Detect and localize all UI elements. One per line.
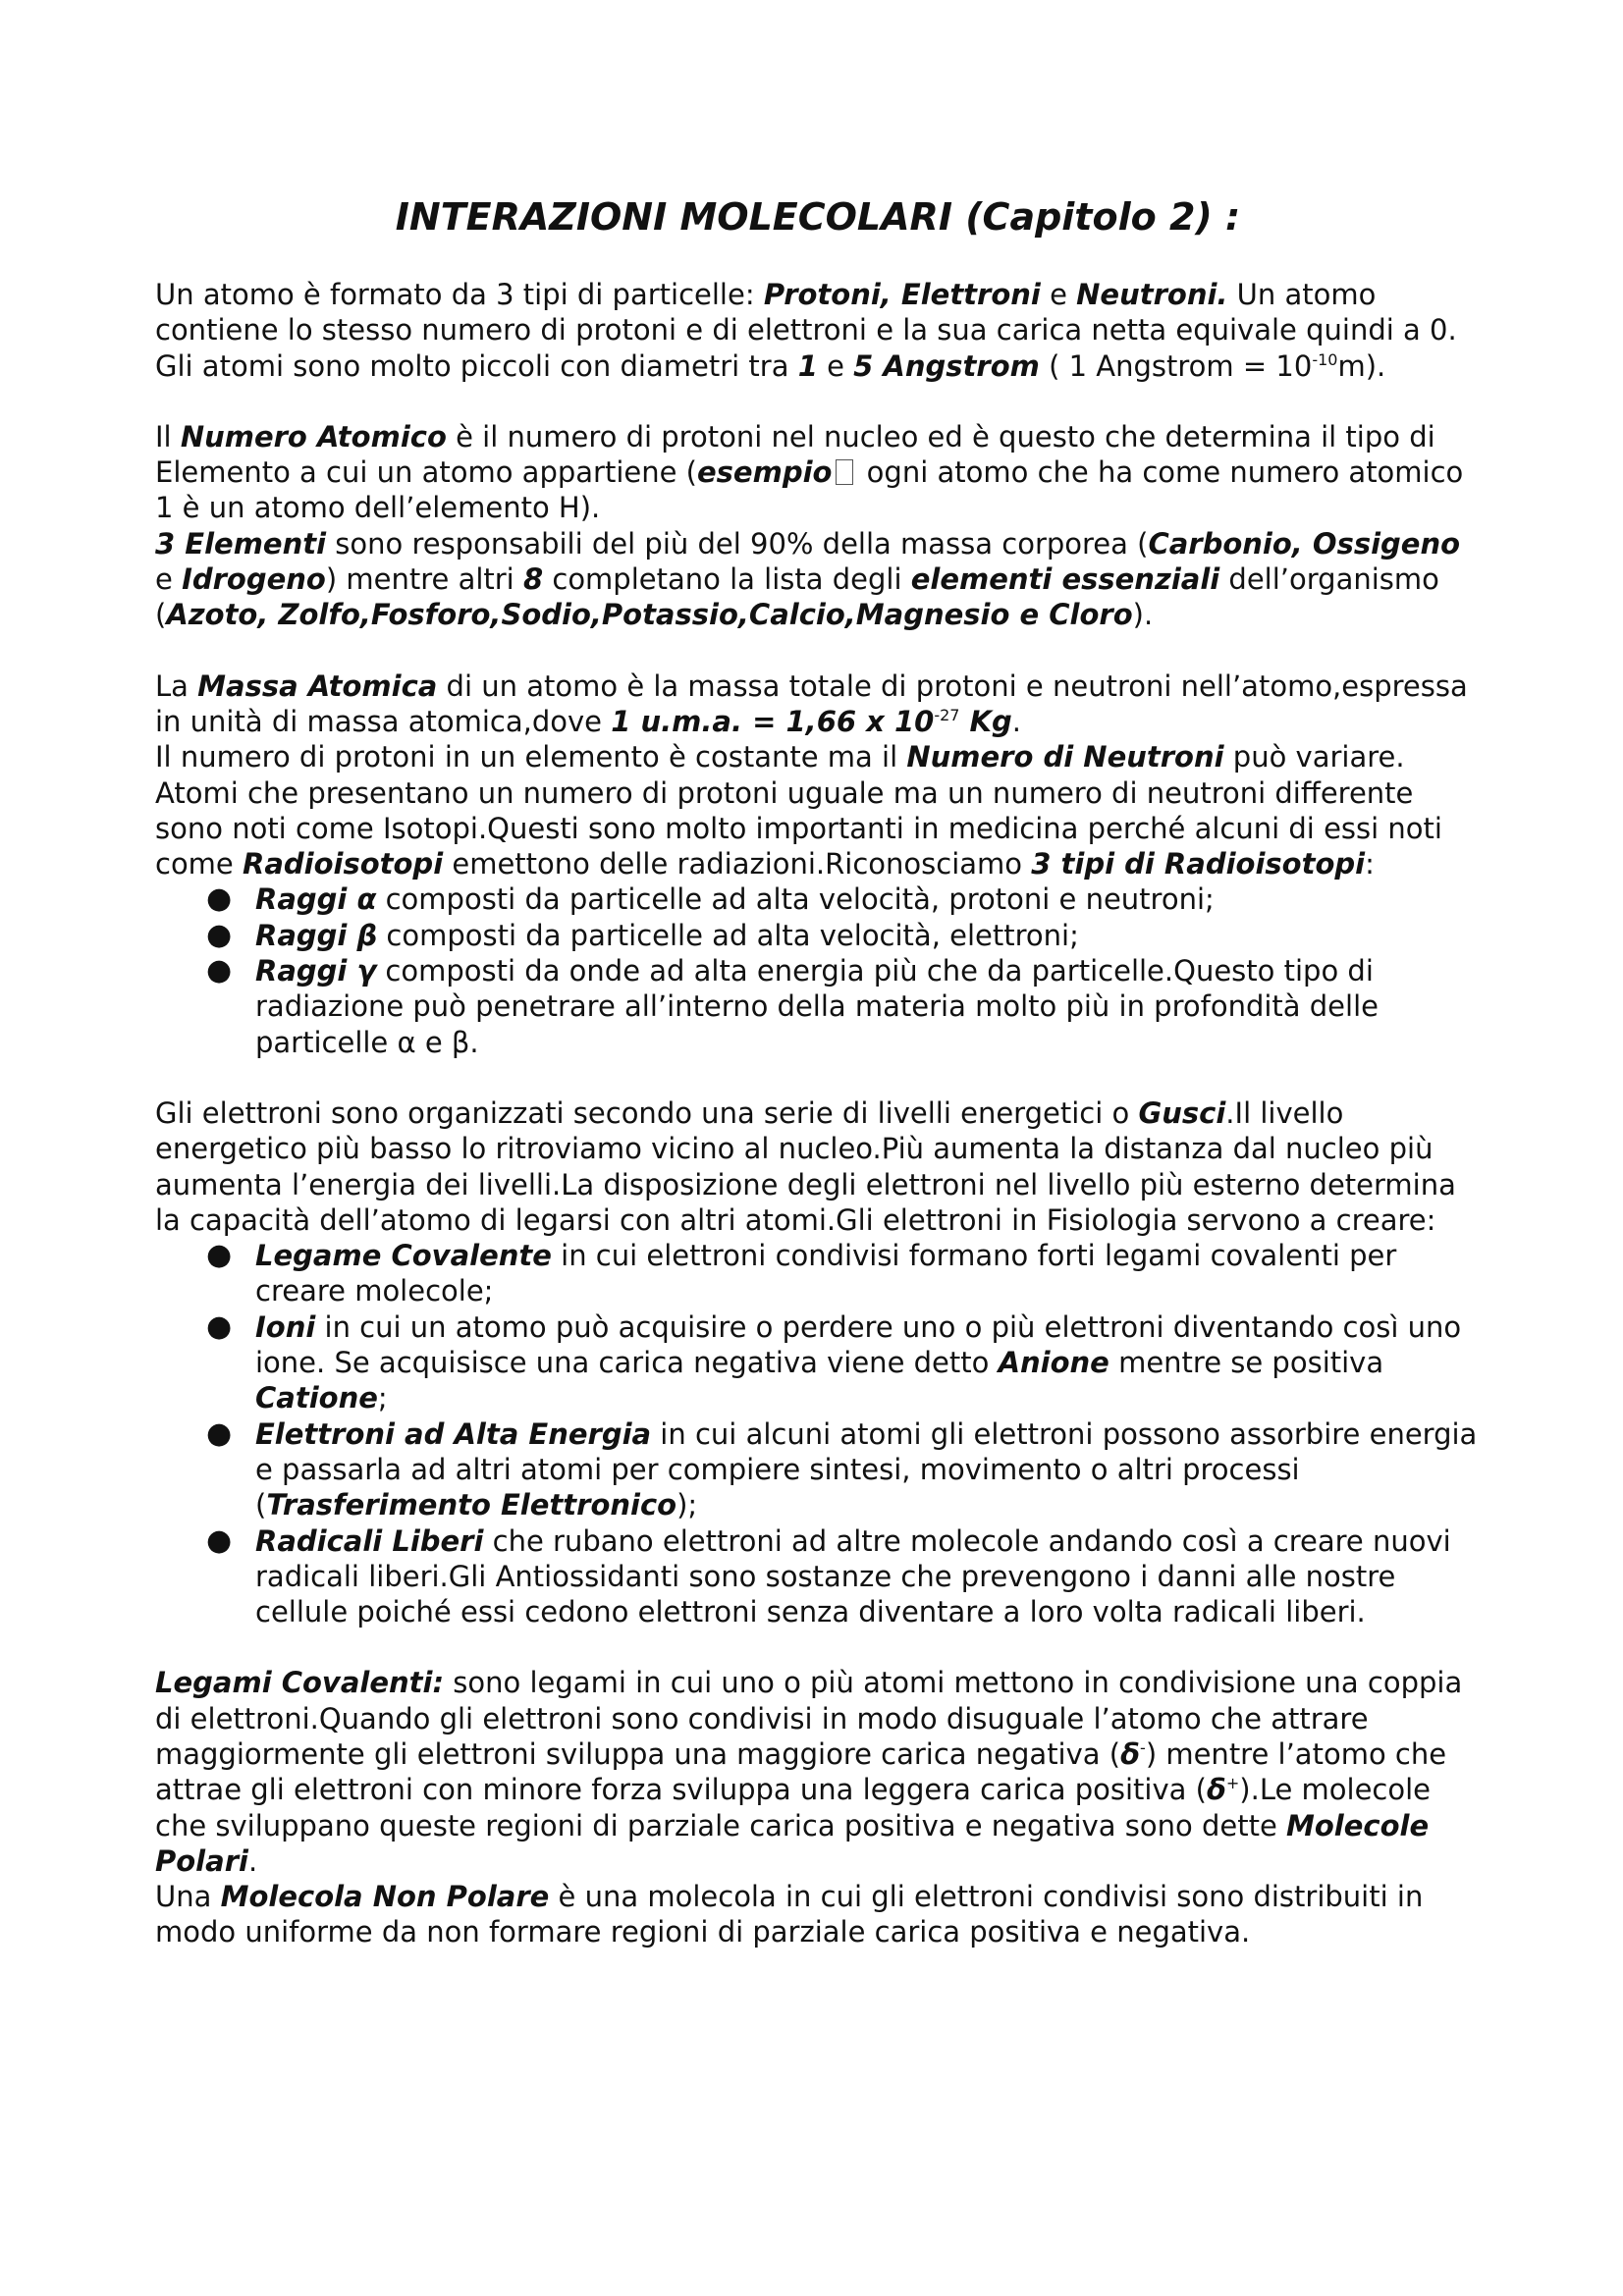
text: Gli elettroni sono organizzati secondo una serie di livelli energetici o [155, 1095, 1139, 1130]
text: ). [1132, 598, 1154, 632]
radioisotope-list [155, 881, 1481, 1059]
bullet-icon: ● [206, 917, 233, 952]
text: Un atomo contiene lo stesso numero di protoni e di elettroni e la sua carica netta equivale quindi a 0. [155, 278, 1457, 347]
missing-glyph-icon [836, 459, 853, 485]
text: è il numero di protoni nel nucleo ed è questo che determina il tipo di Elemento a cui un atomo appartiene ( [155, 419, 1435, 490]
text: Il numero di protoni in un elemento è costante ma il [155, 740, 907, 774]
bullet-icon: ● [206, 1522, 233, 1558]
bold-text: Idrogeno [182, 562, 326, 597]
bold-text: esempio [697, 455, 833, 490]
text: Il [155, 419, 181, 454]
list-item [155, 953, 1481, 1060]
list-item [155, 1416, 1481, 1523]
bullet-icon: ● [206, 881, 233, 917]
bold-text: 3 Elementi [155, 526, 327, 561]
document-body [155, 192, 1481, 1950]
text: . [1011, 704, 1021, 738]
page-title: INTERAZIONI MOLECOLARI (Capitolo 2) : [395, 195, 1241, 239]
superscript: -10 [1312, 349, 1338, 369]
bold-text: Kg [959, 704, 1012, 738]
bullet-icon: ● [206, 1308, 233, 1344]
paragraph-atom-size [155, 348, 1481, 384]
bold-text: Gusci [1138, 1095, 1226, 1130]
paragraph-atomic-mass [155, 668, 1481, 740]
superscript: + [1225, 1774, 1240, 1793]
bold-text: Raggi β [255, 918, 378, 952]
text: m). [1337, 348, 1386, 383]
text: è una molecola in cui gli elettroni condivisi sono distribuiti in modo uniforme da non formare regioni di parziale carica positiva e negativa. [155, 1880, 1424, 1949]
bold-text: Trasferimento Elettronico [266, 1488, 677, 1522]
superscript: -27 [934, 705, 960, 724]
bold-text: Radicali Liberi [255, 1523, 484, 1558]
bold-text: 8 [522, 562, 544, 597]
text: Una [155, 1880, 221, 1914]
bold-text: elementi essenziali [910, 562, 1220, 597]
bold-text: Molecole Polari [155, 1808, 1430, 1878]
list-item [155, 1238, 1481, 1309]
text: : [1365, 847, 1375, 881]
bold-text: Ioni [255, 1309, 316, 1344]
text: e [155, 562, 183, 597]
text: e [1040, 278, 1077, 311]
text: completano la lista degli [543, 562, 911, 597]
bold-text: Numero di Neutroni [906, 740, 1224, 774]
text: che rubano elettroni ad altre molecole andando così a creare nuovi radicali liberi.Gli Antiossidanti sono sostanze che prevengono i danni alle nostre cellule poiché essi cedono elettroni senza diventare a loro volta radicali liberi. [255, 1523, 1451, 1629]
bold-text: Elettroni ad Alta Energia [255, 1416, 652, 1451]
bold-text: Catione [255, 1381, 378, 1415]
text: composti da particelle ad alta velocità, elettroni; [377, 918, 1079, 952]
paragraph-essential-elements [155, 526, 1481, 633]
bold-text: δ [1120, 1736, 1141, 1771]
list-item [155, 1523, 1481, 1630]
bold-text: 1 u.m.a. = 1,66 x 10 [611, 704, 935, 738]
text: ); [676, 1488, 698, 1522]
bold-text: Raggi γ [255, 954, 377, 988]
text: ) mentre l’atomo che attrae gli elettroni con minore forza sviluppa una leggera carica positiva ( [155, 1736, 1447, 1807]
bold-text: Numero Atomico [180, 419, 447, 454]
bold-text: Carbonio, Ossigeno [1148, 526, 1461, 561]
superscript: - [1140, 1737, 1146, 1757]
bullet-icon: ● [206, 953, 233, 988]
text: ogni atomo che ha come numero atomico 1 è un atomo dell’elemento H). [155, 455, 1464, 525]
bold-text: 3 tipi di Radioisotopi [1031, 847, 1366, 881]
bullet-icon: ● [206, 1415, 233, 1451]
text: composti da onde ad alta energia più che da particelle.Questo tipo di radiazione può penetrare all’interno della materia molto più in profondità delle particelle α e β. [255, 954, 1379, 1059]
bold-text: Radioisotopi [243, 847, 444, 881]
bold-text: Protoni, Elettroni [763, 278, 1041, 311]
text: sono legami in cui uno o più atomi mettono in condivisione una coppia di elettroni.Quando gli elettroni sono condivisi in modo disuguale l’atomo che attrare maggiormente gli elettroni sviluppa una maggiore carica negativa ( [155, 1666, 1463, 1771]
paragraph-electron-shells [155, 1095, 1481, 1238]
paragraph-atom-structure [155, 277, 1481, 348]
list-item [155, 918, 1481, 953]
bold-text: Molecola Non Polare [220, 1880, 550, 1914]
text: Gli atomi sono molto piccoli con diametri tra [155, 348, 798, 383]
text: Un atomo è formato da 3 tipi di particelle: [155, 278, 764, 311]
text: . [247, 1843, 258, 1878]
bold-text: Massa Atomica [197, 668, 438, 703]
text: sono responsabili del più del 90% della massa corporea ( [326, 526, 1149, 561]
list-item [155, 1309, 1481, 1416]
bold-text: 5 Angstrom [853, 348, 1040, 383]
text: ).Le molecole che sviluppano queste regioni di parziale carica positiva e negativa sono dette [155, 1773, 1432, 1842]
text: emettono delle radiazioni.Riconosciamo [443, 847, 1032, 881]
list-item [155, 881, 1481, 917]
text: e [817, 348, 854, 383]
bold-text: Anione [998, 1346, 1109, 1380]
text: mentre se positiva [1109, 1346, 1384, 1380]
electron-roles-list [155, 1238, 1481, 1629]
paragraph-covalent-bonds [155, 1665, 1481, 1879]
bold-text: Legame Covalente [255, 1239, 552, 1273]
text: può variare. Atomi che presentano un numero di protoni uguale ma un numero di neutroni differente sono noti come Isotopi.Questi sono molto importanti in medicina perché alcuni di essi noti come [155, 740, 1442, 881]
bold-text: Raggi α [255, 882, 377, 917]
text: composti da particelle ad alta velocità, protoni e neutroni; [376, 882, 1215, 917]
bullet-icon: ● [206, 1238, 233, 1273]
paragraph-atomic-number [155, 419, 1481, 526]
bold-text: Azoto, Zolfo,Fosforo,Sodio,Potassio,Calcio,Magnesio e Cloro [166, 598, 1133, 632]
text: La [155, 668, 198, 703]
text: ( 1 Angstrom = 10 [1039, 348, 1313, 383]
bold-text: 1 [797, 348, 818, 383]
paragraph-isotopes [155, 739, 1481, 881]
bold-text: δ [1206, 1773, 1226, 1807]
text: di un atomo è la massa totale di protoni e neutroni nell’atomo,espressa in unità di massa atomica,dove [155, 668, 1468, 738]
text: in cui elettroni condivisi formano forti legami covalenti per creare molecole; [255, 1239, 1397, 1308]
text: in cui alcuni atomi gli elettroni possono assorbire energia e passarla ad altri atomi per compiere sintesi, movimento o altri processi ( [255, 1416, 1478, 1522]
text: ) mentre altri [325, 562, 523, 597]
bold-text: Legami Covalenti: [155, 1666, 445, 1700]
text: .Il livello energetico più basso lo ritroviamo vicino al nucleo.Più aumenta la distanza dal nucleo più aumenta l’energia dei livelli.La disposizione degli elettroni nel livello più esterno determina la capacità dell’atomo di legarsi con altri atomi.Gli elettroni in Fisiologia servono a creare: [155, 1095, 1456, 1237]
text: ; [377, 1381, 388, 1415]
paragraph-nonpolar-molecule [155, 1879, 1481, 1950]
bold-text: Neutroni. [1076, 278, 1228, 311]
text: dell’organismo ( [155, 562, 1439, 632]
text: in cui un atomo può acquisire o perdere uno o più elettroni diventando così uno ione. Se acquisisce una carica negativa viene detto [255, 1309, 1462, 1380]
